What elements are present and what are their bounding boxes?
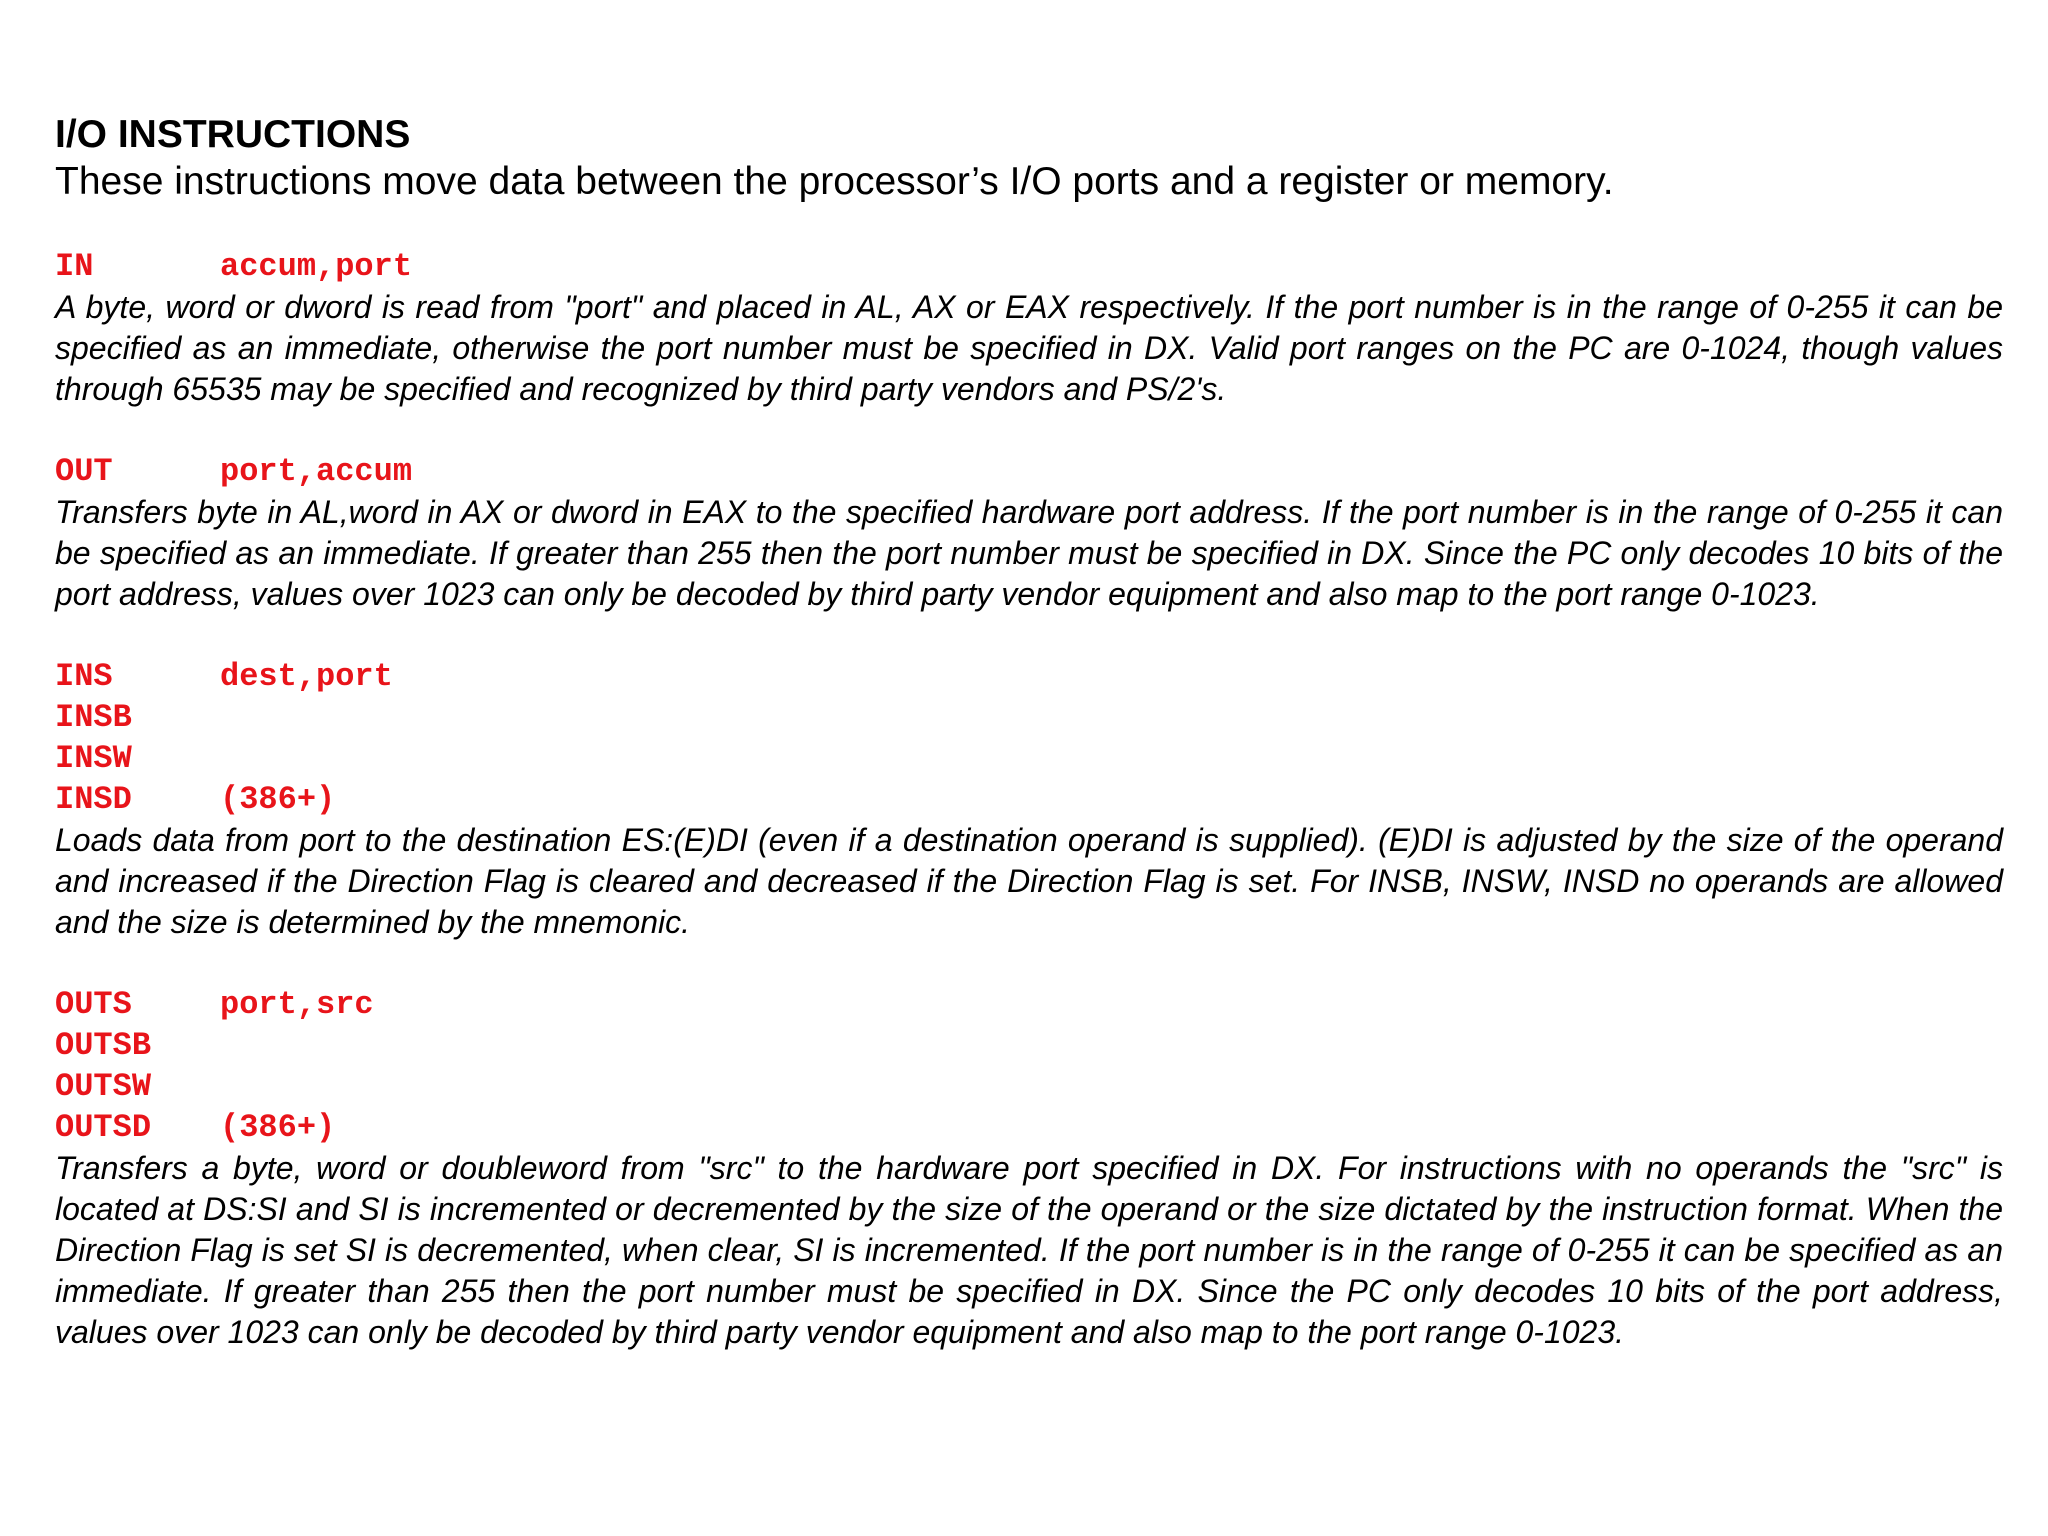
syntax-line [55, 246, 2003, 287]
mnemonic: OUTSB [55, 1027, 152, 1064]
instruction-description: Transfers a byte, word or doubleword from "src" to the hardware port specified in DX. For instructions with no operands the "src" is located at DS:SI and SI is incremented or decremented by the size of the operand or the size dictated by the instruction format. When the Direction Flag is set SI is decremented, when clear, SI is incremented. If the port number is in the range of 0-255 it can be specified as an immediate. If greater than 255 then the port number must be specified in DX. Since the PC only decodes 10 bits of the port address, values over 1023 can only be decoded by third party vendor equipment and also map to the port range 0-1023. [55, 1150, 2003, 1350]
mnemonic: INSB [55, 699, 132, 736]
page-title: I/O INSTRUCTIONS [55, 113, 411, 156]
operands: accum,port [220, 248, 413, 285]
instruction-section-ins [55, 656, 2003, 943]
instruction-description: A byte, word or dword is read from "port" and placed in AL, AX or EAX respectively. If the port number is in the range of 0-255 it can be specified as an immediate, otherwise the port number must be specified in DX. Valid port ranges on the PC are 0-1024, though values through 65535 may be specified and recognized by third party vendors and PS/2's. [55, 289, 2003, 407]
instruction-section-out [55, 451, 2003, 615]
operands: dest,port [220, 658, 393, 695]
operands: port,src [220, 986, 374, 1023]
instruction-description: Loads data from port to the destination ES:(E)DI (even if a destination operand is supplied). (E)DI is adjusted by the size of the operand and increased if the Direction Flag is cleared and decreased if the Direction Flag is set. For INSB, INSW, INSD no operands are allowed and the size is determined by the mnemonic. [55, 822, 2003, 940]
syntax-line [55, 1025, 2003, 1066]
instruction-description: Transfers byte in AL,word in AX or dword in EAX to the specified hardware port address. If the port number is in the range of 0-255 it can be specified as an immediate. If greater than 255 then the port number must be specified in DX. Since the PC only decodes 10 bits of the port address, values over 1023 can only be decoded by third party vendor equipment and also map to the port range 0-1023. [55, 494, 2003, 612]
operands: (386+) [220, 781, 336, 818]
operands: port,accum [220, 453, 413, 490]
instruction-section-in [55, 246, 2003, 410]
mnemonic: OUT [55, 453, 113, 490]
page-subtitle: These instructions move data between the processor’s I/O ports and a register or memory. [55, 160, 1614, 203]
instruction-section-outs [55, 984, 2003, 1353]
syntax-line [55, 984, 2003, 1025]
syntax-line [55, 738, 2003, 779]
syntax-line [55, 697, 2003, 738]
mnemonic: IN [55, 248, 94, 285]
document-page [55, 112, 2003, 1394]
syntax-line [55, 451, 2003, 492]
mnemonic: OUTSW [55, 1068, 152, 1105]
mnemonic: INS [55, 658, 113, 695]
mnemonic: INSD [55, 781, 132, 818]
mnemonic: OUTS [55, 986, 132, 1023]
mnemonic: OUTSD [55, 1109, 152, 1146]
syntax-line [55, 1066, 2003, 1107]
syntax-line [55, 1107, 2003, 1148]
syntax-line [55, 779, 2003, 820]
syntax-line [55, 656, 2003, 697]
mnemonic: INSW [55, 740, 132, 777]
operands: (386+) [220, 1109, 336, 1146]
